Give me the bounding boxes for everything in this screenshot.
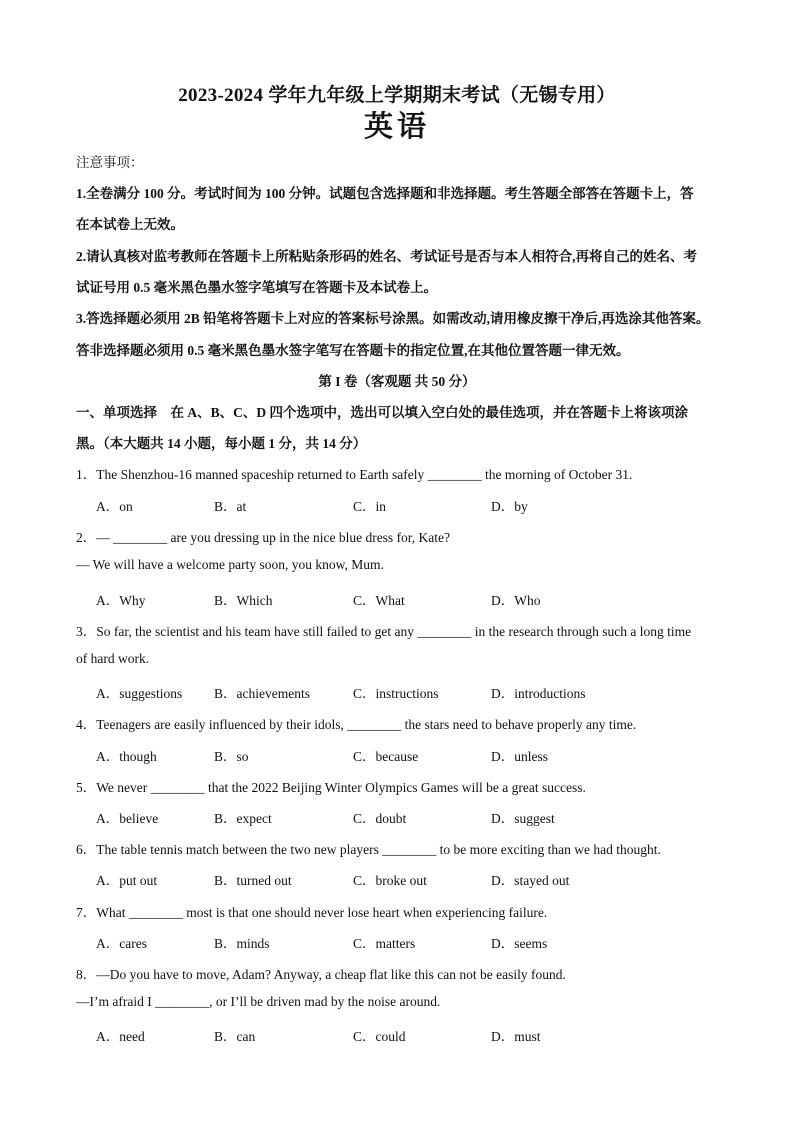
option-a: A．believe xyxy=(96,811,159,826)
question-stem: 2．— ________ are you dressing up in the nice blue dress for, Kate? xyxy=(76,530,450,545)
notice-line: 在本试卷上无效。 xyxy=(76,217,184,232)
notice-heading: 注意事项： xyxy=(76,155,144,170)
notice-line: 试证号用 0.5 毫米黑色墨水签字笔填写在答题卡及本试卷上。 xyxy=(76,280,438,295)
section-heading: 第 I 卷（客观题 共 50 分） xyxy=(318,374,476,389)
option-a: A．put out xyxy=(96,873,158,888)
option-b: B．at xyxy=(214,499,247,514)
option-d: D．unless xyxy=(491,749,548,764)
option-d: D．must xyxy=(491,1029,541,1044)
option-c: C．broke out xyxy=(353,873,427,888)
question-stem: —I’m afraid I ________, or I’ll be driven mad by the noise around. xyxy=(76,994,441,1009)
option-d: D．introductions xyxy=(491,686,586,701)
option-d: D．seems xyxy=(491,936,548,951)
option-d: D．suggest xyxy=(491,811,555,826)
question-stem: — We will have a welcome party soon, you know, Mum. xyxy=(76,557,384,572)
option-a: A．suggestions xyxy=(96,686,183,701)
option-c: C．What xyxy=(353,593,405,608)
option-a: A．need xyxy=(96,1029,145,1044)
option-c: C．doubt xyxy=(353,811,407,826)
option-a: A．though xyxy=(96,749,157,764)
option-c: C．matters xyxy=(353,936,416,951)
option-b: B．expect xyxy=(214,811,272,826)
option-a: A．Why xyxy=(96,593,146,608)
option-d: D．stayed out xyxy=(491,873,570,888)
option-b: B．Which xyxy=(214,593,273,608)
section-instruction: 一、单项选择 在 A、B、C、D 四个选项中，选出可以填入空白处的最佳选项，并在答题卡上将该项涂 xyxy=(76,405,689,420)
question-stem: 6．The table tennis match between the two new players ________ to be more exciting than we had thought. xyxy=(76,842,661,857)
question-stem: 1．The Shenzhou-16 manned spaceship returned to Earth safely ________ the morning of October 31. xyxy=(76,467,633,482)
option-a: A．cares xyxy=(96,936,147,951)
question-stem: 4．Teenagers are easily influenced by their idols, ________ the stars need to behave properly any time. xyxy=(76,717,637,732)
option-b: B．turned out xyxy=(214,873,292,888)
section-instruction: 黑。（本大题共 14 小题，每小题 1 分，共 14 分） xyxy=(76,436,367,451)
question-stem: 5．We never ________ that the 2022 Beijing Winter Olympics Games will be a great success. xyxy=(76,780,586,795)
option-c: C．could xyxy=(353,1029,406,1044)
option-c: C．in xyxy=(353,499,387,514)
question-stem: 7．What ________ most is that one should never lose heart when experiencing failure. xyxy=(76,905,548,920)
option-a: A．on xyxy=(96,499,133,514)
option-d: D．Who xyxy=(491,593,541,608)
option-b: B．so xyxy=(214,749,249,764)
notice-line: 1.全卷满分 100 分。考试时间为 100 分钟。试题包含选择题和非选择题。考生答题全部答在答题卡上，答 xyxy=(76,186,694,201)
exam-title: 2023-2024 学年九年级上学期期末考试（无锡专用） xyxy=(178,85,616,106)
question-stem: 8．—Do you have to move, Adam? Anyway, a cheap flat like this can not be easily found. xyxy=(76,967,566,982)
question-stem: 3．So far, the scientist and his team have still failed to get any ________ in the research through such a long time xyxy=(76,624,692,639)
notice-line: 2.请认真核对监考教师在答题卡上所粘贴条形码的姓名、考试证号是否与本人相符合,再将自己的姓名、考 xyxy=(76,249,697,264)
option-d: D．by xyxy=(491,499,528,514)
notice-line: 答非选择题必须用 0.5 毫米黑色墨水签字笔写在答题卡的指定位置,在其他位置答题一律无效。 xyxy=(76,343,630,358)
option-c: C．because xyxy=(353,749,419,764)
option-b: B．achievements xyxy=(214,686,310,701)
option-b: B．minds xyxy=(214,936,270,951)
question-stem: of hard work. xyxy=(76,651,150,666)
subject-title: 英语 xyxy=(363,111,430,143)
option-b: B．can xyxy=(214,1029,256,1044)
option-c: C．instructions xyxy=(353,686,439,701)
notice-line: 3.答选择题必须用 2B 铅笔将答题卡上对应的答案标号涂黑。如需改动,请用橡皮擦干净后,再选涂其他答案。 xyxy=(76,311,710,326)
